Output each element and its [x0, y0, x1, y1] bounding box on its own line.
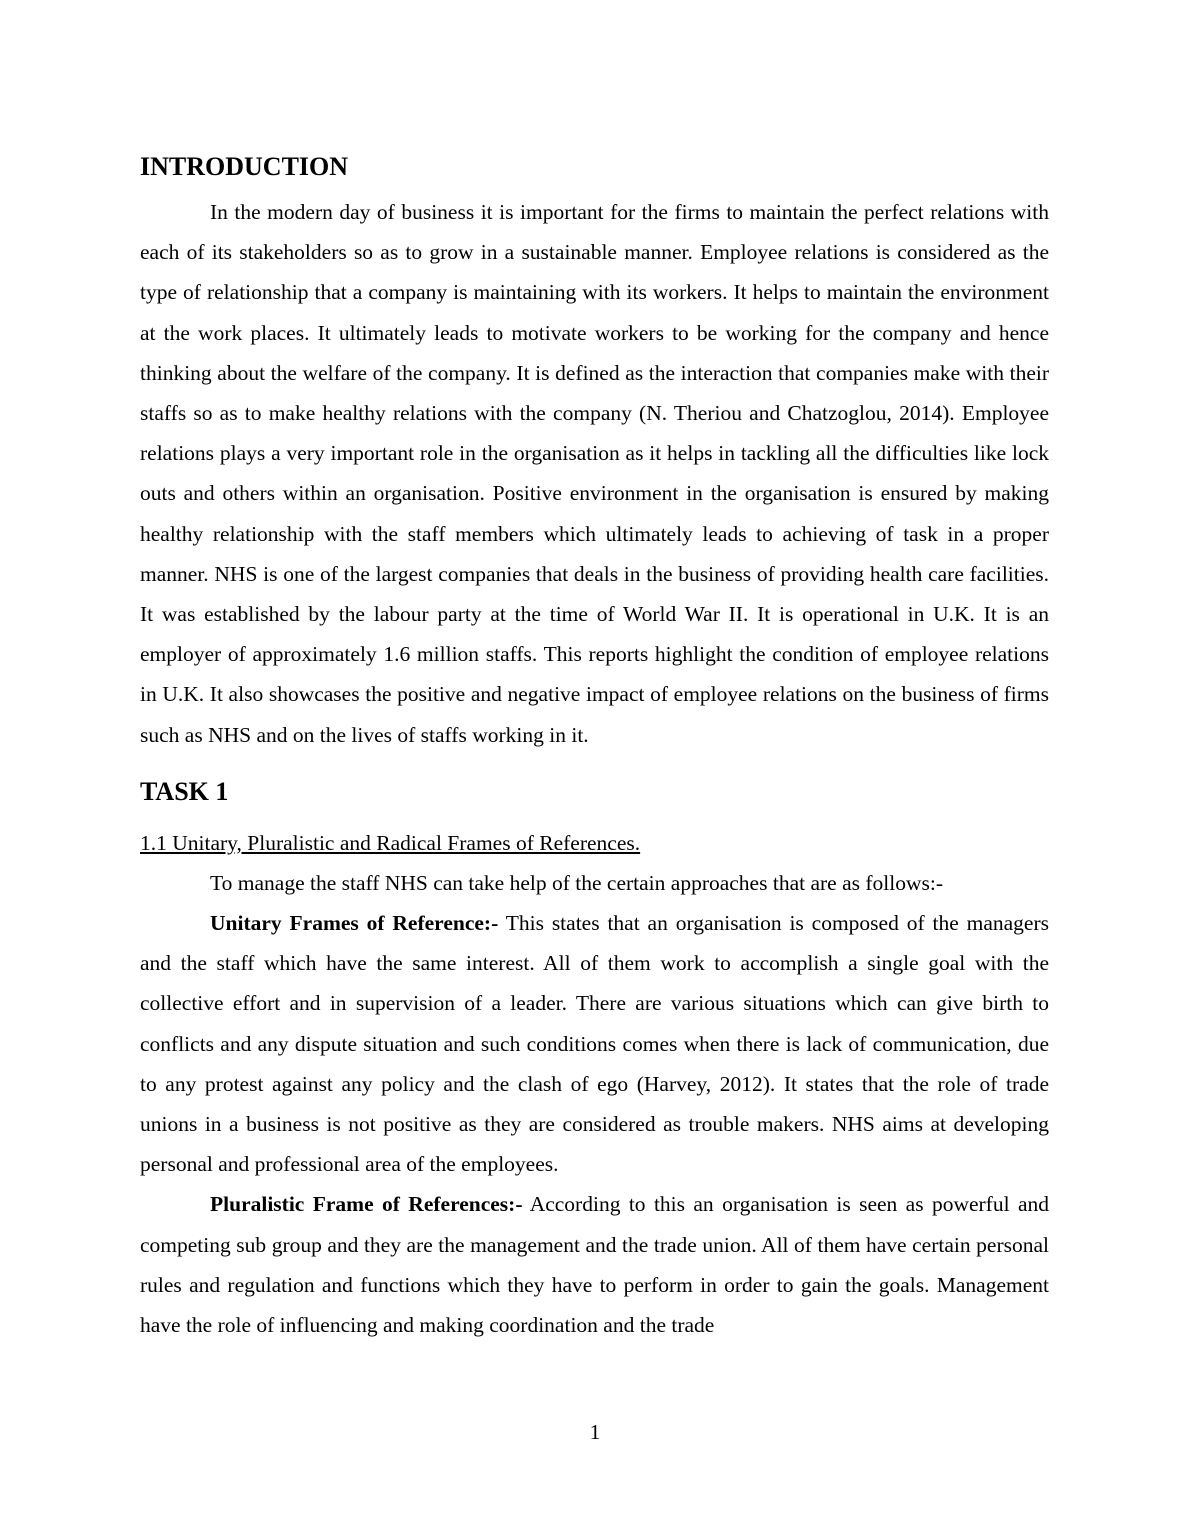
task-heading: TASK 1 — [140, 776, 229, 806]
pluralistic-term: Pluralistic Frame of References:- — [210, 1192, 523, 1217]
unitary-paragraph — [140, 903, 1049, 1184]
introduction-paragraph: In the modern day of business it is important for the firms to maintain the perfect relations with each of its stakeholders so as to grow in a sustainable manner. Employee relations is considered as the type of relationship that a company is maintaining with its workers. It helps to maintain the environment at the work places. It ultimately leads to motivate workers to be working for the company and hence thinking about the welfare of the company. It is defined as the interaction that companies make with their staffs so as to make healthy relations with the company (N. Theriou and Chatzoglou, 2014). Employee relations plays a very important role in the organisation as it helps in tackling all the difficulties like lock outs and others within an organisation. Positive environment in the organisation is ensured by making healthy relationship with the staff members which ultimately leads to achieving of task in a proper manner. NHS is one of the largest companies that deals in the business of providing health care facilities. It was established by the labour party at the time of World War II. It is operational in U.K. It is an employer of approximately 1.6 million staffs. This reports highlight the condition of employee relations in U.K. It also showcases the positive and negative impact of employee relations on the business of firms such as NHS and on the lives of staffs working in it. — [140, 200, 1049, 747]
section-title: 1.1 Unitary, Pluralistic and Radical Frames of References. — [140, 830, 641, 855]
unitary-term: Unitary Frames of Reference:- — [210, 911, 499, 936]
pluralistic-paragraph — [140, 1184, 1049, 1345]
approaches-intro-paragraph: To manage the staff NHS can take help of the certain approaches that are as follows:- — [210, 870, 943, 895]
introduction-heading: INTRODUCTION — [140, 152, 349, 181]
unitary-text: This states that an organisation is composed of the managers and the staff which have the same interest. All of them work to accomplish a single goal with the collective effort and in supervision of a leader. There are various situations which can give birth to conflicts and any dispute situation and such conditions comes when there is lack of communication, due to any protest against any policy and the clash of ego (Harvey, 2012). It states that the role of trade unions in a business is not positive as they are considered as trouble makers. NHS aims at developing personal and professional area of the employees. — [140, 911, 1049, 1177]
pluralistic-text: According to this an organisation is seen as powerful and competing sub group and they are the management and the trade union. All of them have certain personal rules and regulation and functions which they have to perform in order to gain the goals. Management have the role of influencing and making coordination and the trade — [140, 1192, 1049, 1338]
page-number: 1 — [589, 1420, 601, 1444]
document-page — [140, 150, 1049, 1345]
